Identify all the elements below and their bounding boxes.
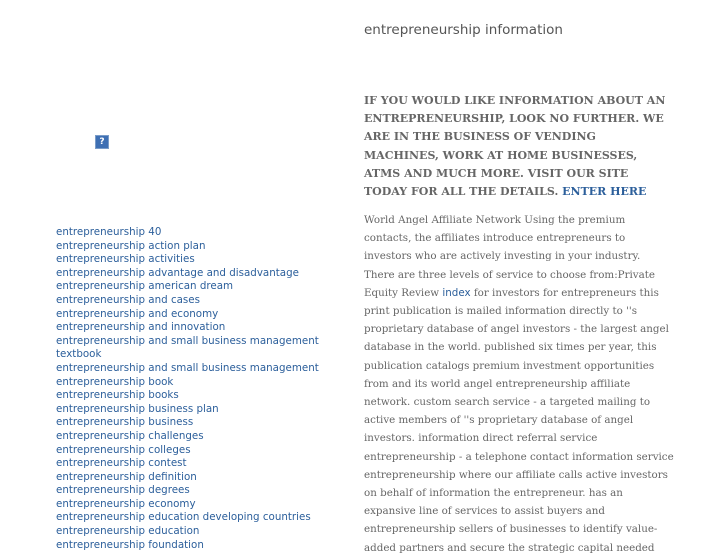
sidebar-link[interactable]: entrepreneurship colleges [56, 443, 191, 456]
sidebar-link[interactable]: entrepreneurship action plan [56, 239, 206, 252]
sidebar-link[interactable]: entrepreneurship education [56, 525, 200, 538]
article-text-part-1: World Angel Affiliate Network Using the premium contacts, the affiliates introduce entrepreneurs to investors who are actively investing in your industry. There are three levels of service to choose from:Private Equity Review [364, 214, 655, 299]
sidebar-link[interactable]: entrepreneurship activities [56, 253, 195, 266]
enter-here-link[interactable]: ENTER HERE [562, 185, 647, 199]
promo-text: IF YOU WOULD LIKE INFORMATION ABOUT AN ENTREPRENEURSHIP, LOOK NO FURTHER. WE ARE IN THE BUSINESS OF VENDING MACHINES, WORK AT HOME BUSINESSES, ATMS AND MUCH MORE. VISIT OUR SITE TODAY FOR ALL THE DETAILS. [364, 94, 666, 199]
sidebar-link[interactable]: entrepreneurship advantage and disadvantage [56, 266, 299, 279]
sidebar-link[interactable]: entrepreneurship and innovation [56, 321, 226, 334]
article-text [364, 211, 674, 557]
sidebar-link[interactable]: entrepreneurship book [56, 375, 174, 388]
sidebar-link[interactable]: entrepreneurship business plan [56, 402, 219, 415]
sidebar-link[interactable]: entrepreneurship education developing countries [56, 511, 311, 524]
left-column [0, 0, 340, 551]
sidebar-link[interactable]: entrepreneurship and cases [56, 293, 200, 306]
sidebar-link[interactable]: entrepreneurship and small business management [56, 361, 319, 374]
sidebar-link[interactable]: entrepreneurship business [56, 416, 194, 429]
index-link[interactable]: index [442, 286, 471, 299]
sidebar-link[interactable]: entrepreneurship challenges [56, 429, 204, 442]
sidebar-link[interactable]: entrepreneurship economy [56, 497, 196, 510]
sidebar-link[interactable]: entrepreneurship 40 [56, 226, 162, 238]
page-title: entrepreneurship information [364, 22, 563, 38]
sidebar-link[interactable]: entrepreneurship definition [56, 470, 197, 483]
broken-image-icon: ? [95, 135, 109, 149]
sidebar-link[interactable]: entrepreneurship books [56, 389, 179, 402]
sidebar-link-list [56, 226, 338, 552]
sidebar-link[interactable]: entrepreneurship contest [56, 457, 187, 470]
article-text-part-2: for investors for entrepreneurs this print publication is mailed information directly to ''s proprietary database of angel investors - the largest angel database in the world. published six times per year, this publication catalogs premium investment opportunities from and its world angel entrepreneurship affiliate network. custom search service - a targeted mailing to active members of ''s proprietary database of angel investors. information direct referral service entrepreneurship - a telephone contact information service entrepreneurship where our affiliate calls active investors on behalf of information the entrepreneur. has an expansive line of services to assist buyers and entrepreneurship sellers of businesses to identify value-added partners and secure the strategic capital needed [364, 286, 674, 554]
sidebar-link[interactable]: entrepreneurship and economy [56, 307, 219, 320]
sidebar-link[interactable]: entrepreneurship foundation [56, 538, 204, 551]
sidebar-link[interactable]: entrepreneurship american dream [56, 280, 234, 293]
sidebar-link[interactable]: entrepreneurship degrees [56, 484, 190, 497]
sidebar-link[interactable]: entrepreneurship and small business management textbook [56, 334, 319, 361]
promo-block [364, 92, 674, 201]
